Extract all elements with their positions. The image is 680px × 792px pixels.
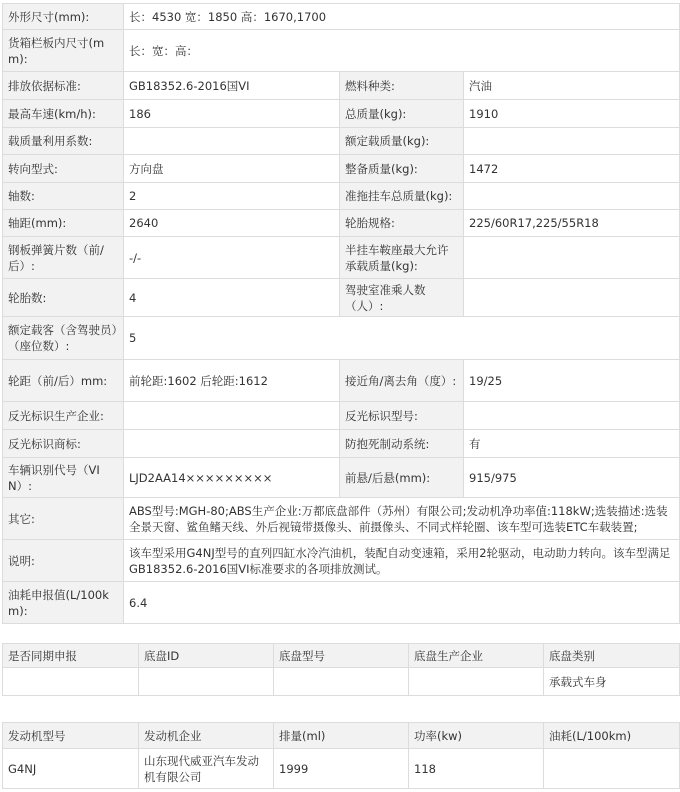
- refl-brand-label: 反光标识商标:: [3, 430, 124, 458]
- rated-load-label: 额定载质量(kg):: [340, 128, 464, 155]
- fuel-value: 汽油: [464, 72, 680, 100]
- engine-header-cell: 功率(kw): [409, 723, 544, 749]
- axles-label: 轴数:: [3, 183, 124, 210]
- tires-value: 4: [124, 279, 340, 317]
- load-util-value: [124, 128, 340, 155]
- steering-value: 方向盘: [124, 155, 340, 183]
- tire-value: 225/60R17,225/55R18: [464, 210, 680, 237]
- other-label: 其它:: [3, 498, 124, 540]
- speed-value: 186: [124, 100, 340, 128]
- track-label: 轮距（前/后）mm:: [3, 360, 124, 402]
- desc-value: 该车型采用G4NJ型号的直列四缸水冷汽油机，装配自动变速箱，采用2轮驱动，电动助力转向。该车型满足GB18352.6-2016国VI标准要求的各项排放测试。: [124, 540, 680, 582]
- tires-label: 轮胎数:: [3, 279, 124, 317]
- chassis-header-cell: 底盘ID: [139, 644, 274, 668]
- trailer-label: 准拖挂车总质量(kg):: [340, 183, 464, 210]
- wheelbase-label: 轴距(mm):: [3, 210, 124, 237]
- chassis-cell: [274, 668, 409, 696]
- refl-model-value: [464, 402, 680, 430]
- cargo-label: 货箱栏板内尺寸(mm):: [3, 30, 124, 72]
- chassis-header-cell: 是否同期申报: [3, 644, 139, 668]
- chassis-table: [2, 643, 680, 696]
- refl-mfr-label: 反光标识生产企业:: [3, 402, 124, 430]
- fuel-cons-value: 6.4: [124, 582, 680, 624]
- fuel-label: 燃料种类:: [340, 72, 464, 100]
- vin-label: 车辆识别代号（VIN）:: [3, 458, 124, 498]
- chassis-header-cell: 底盘型号: [274, 644, 409, 668]
- axles-value: 2: [124, 183, 340, 210]
- angle-label: 接近角/离去角（度）:: [340, 360, 464, 402]
- engine-cell: [544, 749, 680, 789]
- cab-label: 驾驶室准乘人数（人）:: [340, 279, 464, 317]
- angle-value: 19/25: [464, 360, 680, 402]
- engine-header-cell: 油耗(L/100km): [544, 723, 680, 749]
- dims-value: 长：4530 宽：1850 高：1670,1700: [124, 4, 680, 30]
- emission-label: 排放依据标准:: [3, 72, 124, 100]
- refl-mfr-value: [124, 402, 340, 430]
- emission-value: GB18352.6-2016国VI: [124, 72, 340, 100]
- engine-header-cell: 发动机企业: [139, 723, 274, 749]
- other-value: ABS型号:MGH-80;ABS生产企业:万都底盘部件（苏州）有限公司;发动机净功率值:118kW;选装描述:选装全景天窗、鲨鱼鳍天线、外后视镜带摄像头、前摄像头、不同式样轮圈、该车型可选装ETC车载装置;: [124, 498, 680, 540]
- refl-model-label: 反光标识型号:: [340, 402, 464, 430]
- curb-value: 1472: [464, 155, 680, 183]
- seats-value: 5: [124, 317, 680, 360]
- saddle-value: [464, 237, 680, 279]
- rated-load-value: [464, 128, 680, 155]
- chassis-cell: [409, 668, 544, 696]
- engine-cell: 山东现代威亚汽车发动机有限公司: [139, 749, 274, 789]
- engine-cell: G4NJ: [3, 749, 139, 789]
- abs-value: 有: [464, 430, 680, 458]
- wheelbase-value: 2640: [124, 210, 340, 237]
- chassis-cell: [139, 668, 274, 696]
- tire-label: 轮胎规格:: [340, 210, 464, 237]
- steering-label: 转向型式:: [3, 155, 124, 183]
- chassis-header-cell: 底盘类别: [544, 644, 680, 668]
- desc-label: 说明:: [3, 540, 124, 582]
- abs-label: 防抱死制动系统:: [340, 430, 464, 458]
- refl-brand-value: [124, 430, 340, 458]
- curb-label: 整备质量(kg):: [340, 155, 464, 183]
- load-util-label: 载质量利用系数:: [3, 128, 124, 155]
- fuel-cons-label: 油耗申报值(L/100km):: [3, 582, 124, 624]
- chassis-cell: [3, 668, 139, 696]
- spec-table: [2, 3, 680, 624]
- vin-value: LJD2AA14×××××××××: [124, 458, 340, 498]
- cargo-value: 长：宽：高：: [124, 30, 680, 72]
- engine-cell: 118: [409, 749, 544, 789]
- engine-header-cell: 发动机型号: [3, 723, 139, 749]
- dims-label: 外形尺寸(mm):: [3, 4, 124, 30]
- trailer-value: [464, 183, 680, 210]
- chassis-header-cell: 底盘生产企业: [409, 644, 544, 668]
- chassis-cell: 承载式车身: [544, 668, 680, 696]
- overhang-label: 前悬/后悬(mm):: [340, 458, 464, 498]
- engine-header-cell: 排量(ml): [274, 723, 409, 749]
- cab-value: [464, 279, 680, 317]
- total-mass-label: 总质量(kg):: [340, 100, 464, 128]
- speed-label: 最高车速(km/h):: [3, 100, 124, 128]
- spring-label: 钢板弹簧片数（前/后）:: [3, 237, 124, 279]
- engine-cell: 1999: [274, 749, 409, 789]
- track-value: 前轮距:1602 后轮距:1612: [124, 360, 340, 402]
- engine-table: [2, 722, 680, 789]
- seats-label: 额定载客（含驾驶员）（座位数）:: [3, 317, 124, 360]
- spring-value: -/-: [124, 237, 340, 279]
- overhang-value: 915/975: [464, 458, 680, 498]
- saddle-label: 半挂车鞍座最大允许承载质量(kg):: [340, 237, 464, 279]
- total-mass-value: 1910: [464, 100, 680, 128]
